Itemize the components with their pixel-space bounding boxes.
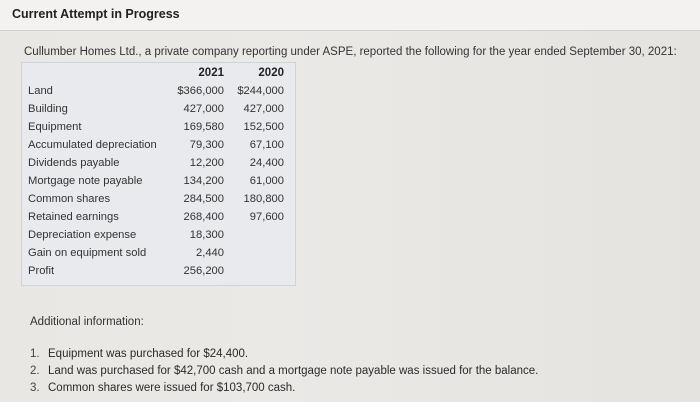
table-row [28,175,290,193]
table-row [28,85,290,103]
item-number: 2. [30,365,40,377]
row-label: Dividends payable [28,157,120,169]
value-2021: 12,200 [189,157,224,169]
value-2020: 24,400 [249,157,284,169]
value-2021: 2,440 [196,247,224,259]
question-intro: Cullumber Homes Ltd., a private company reporting under ASPE, reported the following for the year ended September 30, 2021: [24,46,677,58]
value-2021: 169,580 [183,121,224,133]
item-text: Common shares were issued for $103,700 cash. [48,382,296,394]
value-2021: 427,000 [183,103,224,115]
value-2021: 18,300 [189,229,224,241]
value-2021: 284,500 [183,193,224,205]
row-label: Depreciation expense [28,229,137,241]
row-label: Common shares [28,193,111,205]
table-row [28,121,290,139]
value-2020: 97,600 [249,211,284,223]
value-2020: 180,800 [243,193,284,205]
attempt-header-bar [0,0,700,31]
table-row [28,265,290,283]
item-text: Land was purchased for $42,700 cash and a mortgage note payable was issued for the balance. [48,365,539,377]
additional-information-title: Additional information: [30,316,144,328]
value-2020: 67,100 [249,139,284,151]
row-label: Equipment [28,121,82,133]
table-row [28,139,290,157]
row-label: Building [28,103,68,115]
value-2020: 427,000 [243,103,284,115]
value-2020: $244,000 [237,85,284,97]
row-label: Land [28,85,53,97]
value-2021: 79,300 [189,139,224,151]
list-item [30,365,538,382]
table-row [28,193,290,211]
row-label: Retained earnings [28,211,119,223]
row-label: Mortgage note payable [28,175,143,187]
item-text: Equipment was purchased for $24,400. [48,348,249,360]
table-row [28,103,290,121]
column-header-2020: 2020 [258,67,284,79]
value-2021: $366,000 [177,85,224,97]
additional-information-list [30,348,538,399]
value-2021: 134,200 [183,175,224,187]
table-row [28,157,290,175]
item-number: 3. [30,382,40,394]
table-row [28,229,290,247]
row-label: Gain on equipment sold [28,247,147,259]
value-2021: 256,200 [183,265,224,277]
item-number: 1. [30,348,40,360]
row-label: Profit [28,265,55,277]
value-2020: 152,500 [243,121,284,133]
table-row [28,211,290,229]
list-item [30,348,538,365]
table-row [28,247,290,265]
row-label: Accumulated depreciation [28,139,157,151]
value-2020: 61,000 [249,175,284,187]
list-item [30,382,538,399]
column-header-2021: 2021 [198,67,224,79]
value-2021: 268,400 [183,211,224,223]
section-title: Current Attempt in Progress [12,7,180,21]
